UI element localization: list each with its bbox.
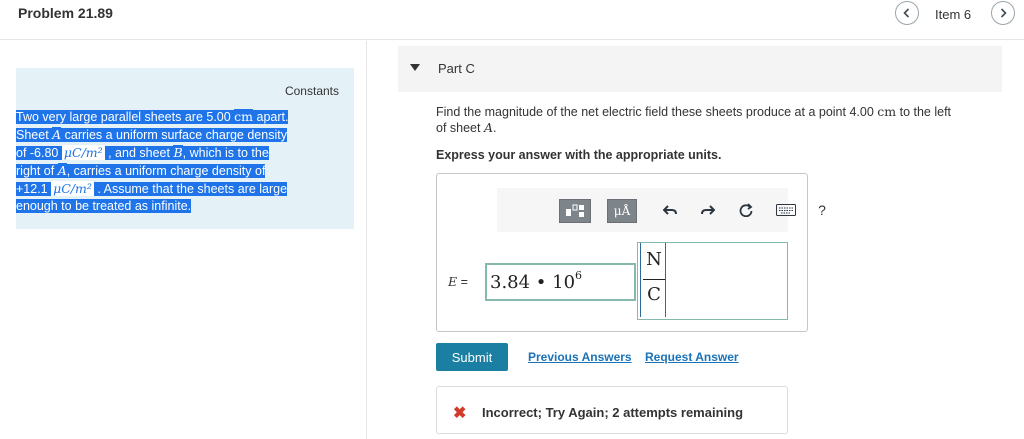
- previous-item-button[interactable]: [895, 1, 919, 25]
- problem-text-10: +12.1: [16, 182, 52, 196]
- unit-denominator: C: [647, 284, 661, 305]
- feedback-text: Incorrect; Try Again; 2 attempts remaining: [482, 405, 744, 420]
- units-button[interactable]: μÅ: [607, 199, 637, 223]
- question-part-a: Find the magnitude of the net electric field these sheets produce at a point 4.00: [436, 105, 878, 119]
- submit-button[interactable]: Submit: [436, 343, 508, 371]
- problem-text-7: , which is to the: [182, 146, 269, 160]
- question-part-d: .: [492, 121, 497, 135]
- reset-icon[interactable]: [735, 199, 757, 221]
- constants-link[interactable]: Constants: [284, 84, 339, 98]
- templates-icon: [565, 203, 585, 219]
- problem-unit-density-a: μC/m²: [63, 145, 103, 160]
- problem-var-b: B: [173, 145, 183, 160]
- problem-unit-cm: cm: [234, 109, 254, 124]
- problem-title: Problem 21.89: [18, 5, 113, 21]
- problem-text-5: of -6.80: [16, 146, 62, 160]
- top-bar: [0, 0, 1024, 40]
- chevron-right-icon: [997, 7, 1009, 19]
- problem-text-6: , and sheet: [104, 146, 174, 160]
- problem-panel: [16, 68, 354, 229]
- problem-text-2: apart.: [253, 110, 289, 124]
- answer-exponent: 6: [575, 269, 583, 282]
- problem-var-a-2: A: [57, 163, 67, 178]
- problem-text-4: carries a uniform surface charge density: [61, 128, 287, 142]
- keyboard-icon[interactable]: [773, 199, 799, 221]
- column-divider: [366, 41, 367, 439]
- problem-text-8: right of: [16, 164, 58, 178]
- part-header[interactable]: [398, 46, 1002, 92]
- feedback-box: [436, 386, 788, 434]
- problem-text-11: . Assume that the sheets are large: [93, 182, 288, 196]
- fraction-bar: [643, 279, 665, 280]
- templates-button[interactable]: [559, 199, 591, 223]
- answer-mantissa: 3.84 • 10: [490, 272, 576, 293]
- problem-var-a: A: [52, 127, 62, 142]
- question-var: A: [483, 120, 493, 135]
- request-answer-link[interactable]: Request Answer: [645, 350, 739, 364]
- problem-text-1: Two very large parallel sheets are 5.00: [16, 110, 235, 124]
- answer-eq: =: [457, 275, 468, 289]
- problem-statement: [16, 108, 341, 215]
- question-text: [436, 104, 1006, 136]
- answer-variable-label: [448, 274, 468, 289]
- undo-icon[interactable]: [659, 199, 681, 221]
- next-item-button[interactable]: [991, 1, 1015, 25]
- problem-text-3: Sheet: [16, 128, 53, 142]
- problem-unit-density-b: μC/m²: [53, 181, 92, 196]
- help-icon[interactable]: ?: [818, 202, 826, 218]
- answer-var: E: [448, 274, 458, 289]
- question-unit: cm: [877, 104, 897, 119]
- problem-text-12: enough to be treated as infinite.: [16, 199, 192, 213]
- answer-value-input[interactable]: [485, 263, 636, 301]
- answer-unit-input[interactable]: [637, 242, 788, 320]
- question-part-b: to the left: [896, 105, 952, 119]
- redo-icon[interactable]: [697, 199, 719, 221]
- chevron-left-icon: [901, 7, 913, 19]
- instruction-text: Express your answer with the appropriate units.: [436, 148, 722, 162]
- item-label: Item 6: [935, 7, 972, 22]
- question-part-c: of sheet: [436, 121, 484, 135]
- problem-text-9: , carries a uniform charge density of: [66, 164, 266, 178]
- part-label: Part C: [438, 61, 475, 76]
- math-toolbar: [497, 188, 826, 232]
- previous-answers-link[interactable]: Previous Answers: [528, 350, 632, 364]
- incorrect-x-icon: ✖: [453, 405, 467, 422]
- unit-fraction: [643, 249, 665, 312]
- caret-down-icon: [410, 64, 420, 71]
- unit-numerator: N: [646, 249, 662, 270]
